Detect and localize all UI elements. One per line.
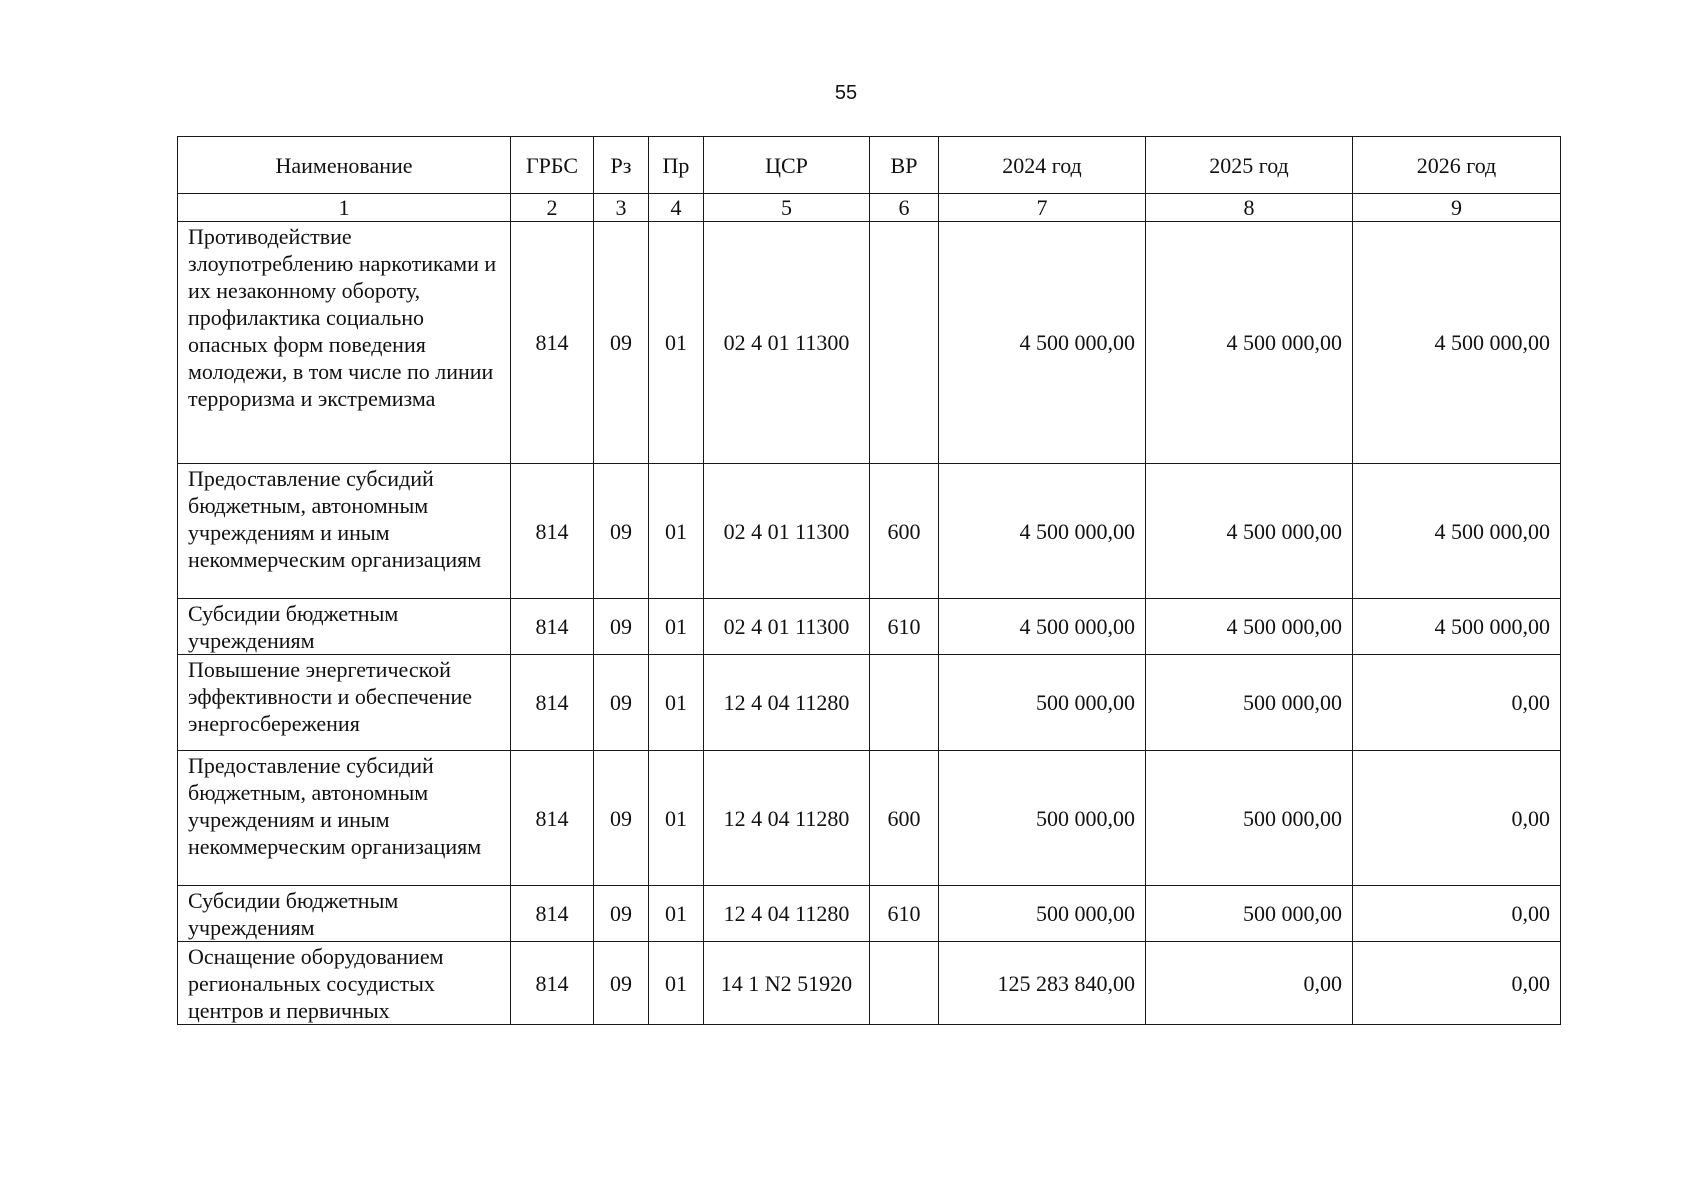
header-vr: ВР: [870, 137, 939, 194]
header-pr: Пр: [649, 137, 704, 194]
row-rz: 09: [594, 222, 649, 464]
row-csr: 02 4 01 11300: [704, 599, 870, 655]
budget-table: [177, 136, 1561, 1025]
row-csr: 02 4 01 11300: [704, 464, 870, 599]
row-pr: 01: [649, 751, 704, 886]
row-rz: 09: [594, 886, 649, 942]
row-amount-2026: 4 500 000,00: [1353, 222, 1561, 464]
row-grbs: 814: [511, 222, 594, 464]
row-grbs: 814: [511, 464, 594, 599]
row-rz: 09: [594, 942, 649, 1025]
row-rz: 09: [594, 464, 649, 599]
row-pr: 01: [649, 599, 704, 655]
table-row: [178, 599, 1561, 655]
row-pr: 01: [649, 886, 704, 942]
row-pr: 01: [649, 464, 704, 599]
table-row: [178, 222, 1561, 464]
table-row: [178, 751, 1561, 886]
column-number: 7: [939, 194, 1146, 222]
row-amount-2025: 4 500 000,00: [1146, 599, 1353, 655]
column-number: 5: [704, 194, 870, 222]
column-number: 4: [649, 194, 704, 222]
row-grbs: 814: [511, 751, 594, 886]
row-amount-2024: 4 500 000,00: [939, 222, 1146, 464]
row-amount-2025: 0,00: [1146, 942, 1353, 1025]
row-vr: 600: [870, 464, 939, 599]
row-grbs: 814: [511, 942, 594, 1025]
row-csr: 12 4 04 11280: [704, 886, 870, 942]
row-amount-2025: 4 500 000,00: [1146, 464, 1353, 599]
header-2026: 2026 год: [1353, 137, 1561, 194]
row-amount-2024: 500 000,00: [939, 886, 1146, 942]
row-amount-2026: 0,00: [1353, 886, 1561, 942]
page-number: 55: [834, 82, 858, 104]
row-amount-2025: 4 500 000,00: [1146, 222, 1353, 464]
row-vr: [870, 942, 939, 1025]
row-pr: 01: [649, 655, 704, 751]
row-rz: 09: [594, 655, 649, 751]
column-number: 3: [594, 194, 649, 222]
row-csr: 12 4 04 11280: [704, 751, 870, 886]
row-name: Оснащение оборудованием региональных сосудистых центров и первичных: [178, 942, 511, 1025]
header-csr: ЦСР: [704, 137, 870, 194]
row-vr: 610: [870, 599, 939, 655]
row-amount-2025: 500 000,00: [1146, 655, 1353, 751]
column-number: 6: [870, 194, 939, 222]
row-name: Субсидии бюджетным учреждениям: [178, 886, 511, 942]
row-amount-2024: 500 000,00: [939, 751, 1146, 886]
row-amount-2026: 4 500 000,00: [1353, 599, 1561, 655]
column-number: 9: [1353, 194, 1561, 222]
row-vr: 600: [870, 751, 939, 886]
row-pr: 01: [649, 222, 704, 464]
row-name: Предоставление субсидий бюджетным, автономным учреждениям и иным некоммерческим организациям: [178, 751, 511, 886]
row-amount-2026: 0,00: [1353, 751, 1561, 886]
row-name: Противодействие злоупотреблению наркотиками и их незаконному обороту, профилактика социально опасных форм поведения молодежи, в том числе по линии терроризма и экстремизма: [178, 222, 511, 464]
row-pr: 01: [649, 942, 704, 1025]
row-grbs: 814: [511, 599, 594, 655]
header-2025: 2025 год: [1146, 137, 1353, 194]
row-grbs: 814: [511, 886, 594, 942]
column-number: 2: [511, 194, 594, 222]
row-vr: 610: [870, 886, 939, 942]
table-row: [178, 942, 1561, 1025]
row-amount-2026: 0,00: [1353, 655, 1561, 751]
row-rz: 09: [594, 599, 649, 655]
table-row: [178, 886, 1561, 942]
row-amount-2025: 500 000,00: [1146, 751, 1353, 886]
column-number: 1: [178, 194, 511, 222]
row-name: Повышение энергетической эффективности и обеспечение энергосбережения: [178, 655, 511, 751]
header-name: Наименование: [178, 137, 511, 194]
row-amount-2026: 0,00: [1353, 942, 1561, 1025]
row-amount-2024: 500 000,00: [939, 655, 1146, 751]
header-rz: Рз: [594, 137, 649, 194]
row-vr: [870, 222, 939, 464]
column-number: 8: [1146, 194, 1353, 222]
header-row: [178, 137, 1561, 194]
row-amount-2025: 500 000,00: [1146, 886, 1353, 942]
table-row: [178, 655, 1561, 751]
row-grbs: 814: [511, 655, 594, 751]
row-amount-2026: 4 500 000,00: [1353, 464, 1561, 599]
row-csr: 12 4 04 11280: [704, 655, 870, 751]
row-amount-2024: 4 500 000,00: [939, 464, 1146, 599]
row-csr: 02 4 01 11300: [704, 222, 870, 464]
header-2024: 2024 год: [939, 137, 1146, 194]
row-amount-2024: 125 283 840,00: [939, 942, 1146, 1025]
table-row: [178, 464, 1561, 599]
row-amount-2024: 4 500 000,00: [939, 599, 1146, 655]
row-vr: [870, 655, 939, 751]
row-csr: 14 1 N2 51920: [704, 942, 870, 1025]
row-name: Предоставление субсидий бюджетным, автономным учреждениям и иным некоммерческим организациям: [178, 464, 511, 599]
row-rz: 09: [594, 751, 649, 886]
row-name: Субсидии бюджетным учреждениям: [178, 599, 511, 655]
column-number-row: [178, 194, 1561, 222]
header-grbs: ГРБС: [511, 137, 594, 194]
